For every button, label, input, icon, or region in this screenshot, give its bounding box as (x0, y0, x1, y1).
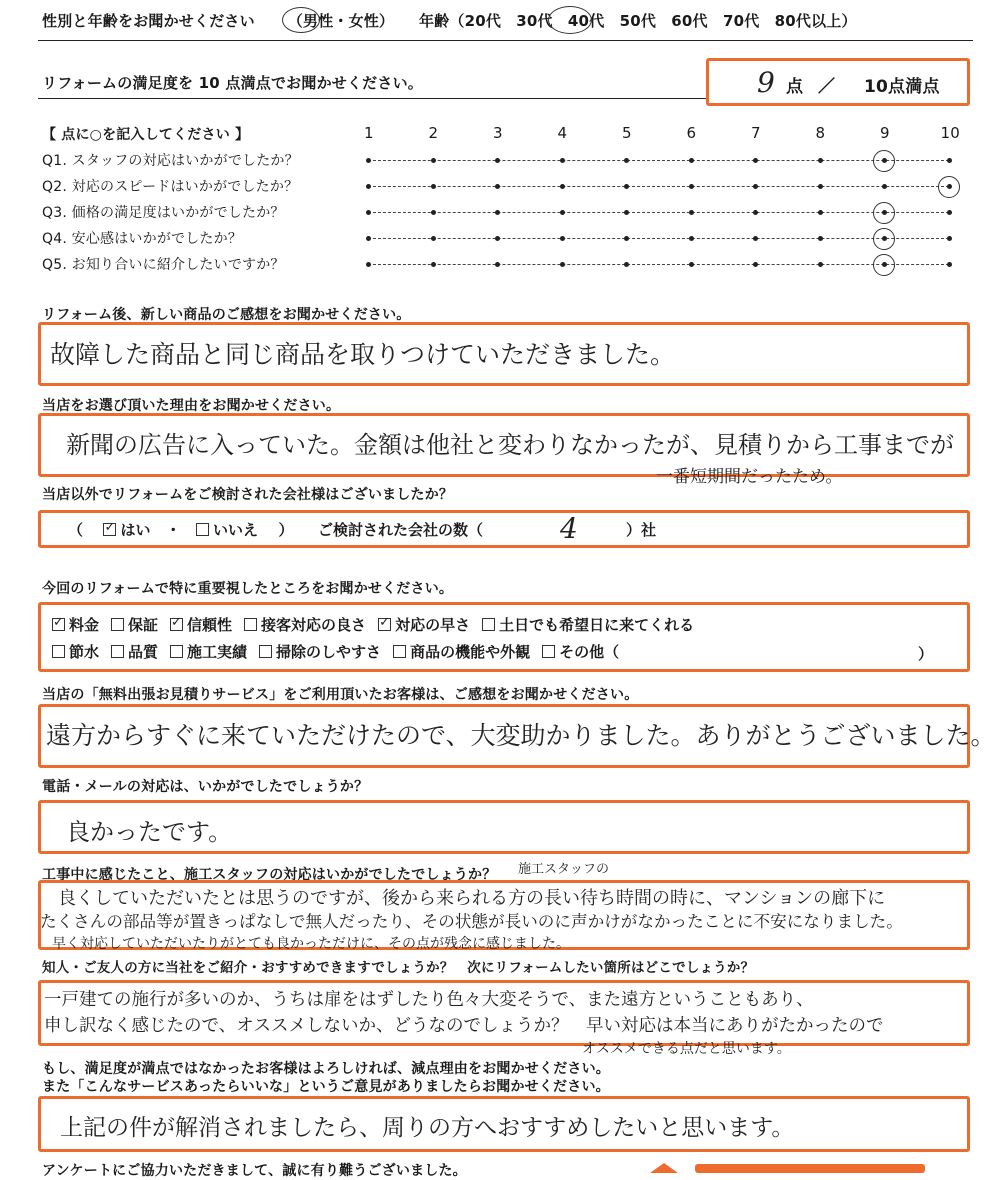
construction-note: 施工スタッフの (518, 862, 610, 877)
checkbox[interactable] (170, 618, 183, 631)
rating-point[interactable] (689, 210, 694, 215)
impression-label: リフォーム後、新しい商品のご感想をお聞かせください。 (42, 307, 411, 323)
rating-question-label: Q2. 対応のスピードはいかがでしたか？ (42, 179, 299, 195)
scale-number: 10 (940, 124, 960, 142)
other-paren-close: ） (918, 645, 934, 663)
rating-point[interactable] (818, 262, 823, 267)
priority-option-label: 土日でも希望日に来てくれる (499, 616, 695, 634)
estimate-service-answer: 遠方からすぐに来ていただけたので、大変助かりました。ありがとうございました。 (46, 721, 996, 750)
checkbox[interactable] (244, 618, 257, 631)
satisfaction-label: リフォームの満足度を 10 点満点でお聞かせください。 (42, 74, 423, 92)
rating-point[interactable] (947, 236, 952, 241)
paren-close: ） (278, 521, 294, 539)
priorities-row-2 (52, 641, 631, 662)
rating-point[interactable] (495, 184, 500, 189)
brand-logo (640, 1158, 940, 1170)
recommend-line1: 一戸建ての施行が多いのか、うちは扉をはずしたり色々大変そうで、また遠方ということもあり、 (44, 990, 814, 1010)
checkbox[interactable] (52, 645, 65, 658)
rating-point[interactable] (495, 262, 500, 267)
company-count-label: ご検討された会社の数（ (318, 521, 484, 539)
rating-point[interactable] (560, 210, 565, 215)
no-checkbox[interactable] (196, 523, 209, 536)
yes-checkbox[interactable] (103, 523, 116, 536)
rating-scale-line (368, 160, 949, 161)
rating-point[interactable] (624, 158, 629, 163)
checkbox[interactable] (170, 645, 183, 658)
rating-point[interactable] (366, 184, 371, 189)
scale-number: 9 (880, 124, 890, 142)
priority-option-label: その他（ (559, 643, 620, 661)
rating-point[interactable] (818, 184, 823, 189)
rating-question-label: Q3. 価格の満足度はいかがでしたか？ (42, 205, 285, 221)
rating-selection-circle (873, 150, 895, 172)
scale-number: 6 (686, 124, 697, 142)
rating-point[interactable] (818, 158, 823, 163)
priority-option-label: 施工実績 (187, 643, 248, 661)
priority-option-label: 信頼性 (187, 616, 233, 634)
rating-question-label: Q4. 安心感はいかがでしたか？ (42, 231, 243, 247)
priorities-row-1 (52, 614, 706, 635)
rating-point[interactable] (689, 158, 694, 163)
logo-icon (640, 1161, 940, 1173)
rating-point[interactable] (818, 236, 823, 241)
priorities-label: 今回のリフォームで特に重要視したところをお聞かせください。 (42, 581, 454, 597)
priority-option-label: 掃除のしやすさ (276, 643, 382, 661)
rating-question-label: Q1. スタッフの対応はいかがでしたか？ (42, 153, 299, 169)
rating-instruction: 【 点に○を記入してください 】 (42, 127, 250, 143)
priority-option[interactable] (170, 616, 232, 634)
other-companies-row (68, 519, 293, 540)
rating-selection-circle (873, 254, 895, 276)
rating-point[interactable] (431, 210, 436, 215)
priority-option-label: 料金 (69, 616, 100, 634)
gender-circle-mark (282, 7, 320, 33)
recommend-line3: オススメできる点だと思います。 (582, 1041, 791, 1057)
rating-point[interactable] (560, 236, 565, 241)
rating-point[interactable] (366, 210, 371, 215)
rating-point[interactable] (753, 262, 758, 267)
priority-option-label: 節水 (69, 643, 100, 661)
improvement-label-1: もし、満足度が満点ではなかったお客様はよろしければ、減点理由をお聞かせください。 (42, 1061, 610, 1077)
rating-scale-line (368, 264, 949, 265)
separator: ・ (165, 521, 181, 539)
impression-answer: 故障した商品と同じ商品を取りつけていただきました。 (50, 340, 676, 369)
reason-answer-line2: 一番短期間だったため。 (656, 467, 843, 487)
age-circle-mark (548, 6, 592, 34)
checkbox[interactable] (378, 618, 391, 631)
rating-scale-line (368, 238, 949, 239)
construction-label: 工事中に感じたこと、施工スタッフの対応はいかがでしたでしょうか？ (42, 867, 497, 883)
no-label: いいえ (212, 521, 258, 539)
checkbox[interactable] (111, 645, 124, 658)
scale-number: 3 (493, 124, 503, 142)
rating-point[interactable] (495, 158, 500, 163)
rating-point[interactable] (560, 158, 565, 163)
rating-point[interactable] (560, 262, 565, 267)
rating-point[interactable] (495, 210, 500, 215)
rating-point[interactable] (689, 262, 694, 267)
gender-age-row (42, 10, 857, 31)
recommend-label: 知人・ご友人の方に当社をご紹介・おすすめできますでしょうか？ 次にリフォームしたい箇所はどこでしょうか？ (42, 960, 755, 976)
rating-point[interactable] (753, 236, 758, 241)
rating-point[interactable] (882, 184, 887, 189)
gender-age-label: 性別と年齢をお聞かせください (42, 12, 255, 30)
scale-number: 4 (557, 124, 568, 142)
rating-point[interactable] (818, 210, 823, 215)
rating-point[interactable] (495, 236, 500, 241)
phone-mail-answer: 良かったです。 (66, 818, 233, 846)
rating-point[interactable] (624, 236, 629, 241)
priority-option[interactable] (259, 643, 381, 661)
rating-point[interactable] (947, 158, 952, 163)
reason-label: 当店をお選び頂いた理由をお聞かせください。 (42, 398, 341, 414)
rating-point[interactable] (624, 262, 629, 267)
rating-point[interactable] (560, 184, 565, 189)
rating-point[interactable] (753, 210, 758, 215)
scale-number: 2 (428, 124, 439, 142)
estimate-service-label: 当店の「無料出張お見積りサービス」をご利用頂いたお客様は、ご感想をお聞かせください。 (42, 687, 639, 703)
rating-point[interactable] (366, 236, 371, 241)
priority-option-label: 対応の早さ (395, 616, 471, 634)
rating-point[interactable] (947, 210, 952, 215)
priority-option[interactable] (244, 616, 366, 634)
improvement-answer: 上記の件が解消されましたら、周りの方へおすすめしたいと思います。 (60, 1115, 795, 1141)
score-unit: 点 (786, 77, 804, 97)
rating-point[interactable] (431, 262, 436, 267)
other-companies-label: 当店以外でリフォームをご検討された会社様はございましたか？ (42, 487, 454, 503)
construction-line2: たくさんの部品等が置きっぱなしで無人だったり、その状態が長いのに声かけがなかったことに不安になりました。 (40, 912, 903, 931)
company-count-value: 4 (560, 512, 578, 545)
checkbox[interactable] (111, 618, 124, 631)
scale-number: 5 (622, 124, 632, 142)
checkbox[interactable] (52, 618, 65, 631)
priority-option-label: 商品の機能や外観 (410, 643, 531, 661)
checkbox[interactable] (259, 645, 272, 658)
score-value: 9 (757, 66, 775, 99)
company-count-suffix: ）社 (626, 521, 657, 539)
recommend-line2: 申し訳なく感じたので、オススメしないか、どうなのでしょうか？ 早い対応は本当にありがたかったので (44, 1016, 884, 1036)
priority-option-label: 保証 (128, 616, 159, 634)
rating-selection-circle (873, 202, 895, 224)
priority-option[interactable] (170, 643, 247, 661)
rating-point[interactable] (624, 210, 629, 215)
scale-number: 7 (751, 124, 761, 142)
checkbox[interactable] (393, 645, 406, 658)
priority-option[interactable] (52, 616, 99, 634)
reason-answer-line1: 新聞の広告に入っていた。金額は他社と変わりなかったが、見積りから工事までが (66, 431, 954, 459)
priority-option-label: 品質 (128, 643, 159, 661)
divider (38, 98, 706, 99)
rating-point[interactable] (753, 184, 758, 189)
rating-point[interactable] (624, 184, 629, 189)
rating-point[interactable] (431, 158, 436, 163)
rating-selection-circle (938, 176, 960, 198)
construction-line3: 早く対応していただいたりがとても良かっただけに、その点が残念に感じました。 (52, 936, 570, 952)
checkbox[interactable] (542, 645, 555, 658)
paren-open: （ (68, 521, 84, 539)
priority-option[interactable] (111, 643, 158, 661)
priority-option[interactable] (482, 616, 694, 634)
rating-selection-circle (873, 228, 895, 250)
priority-option[interactable] (393, 643, 530, 661)
rating-scale-line (368, 186, 949, 187)
rating-point[interactable] (689, 184, 694, 189)
rating-point[interactable] (366, 262, 371, 267)
scale-number: 8 (815, 124, 826, 142)
gender-options: （男性・女性） (287, 12, 395, 30)
divider (38, 40, 973, 41)
footer-thanks: アンケートにご協力いただきまして、誠に有り難うございました。 (42, 1163, 467, 1179)
improvement-label-2: また「こんなサービスあったらいいな」というご意見がありましたらお聞かせください。 (42, 1079, 610, 1095)
priority-option[interactable] (52, 643, 99, 661)
priority-option-label: 接客対応の良さ (261, 616, 367, 634)
rating-point[interactable] (947, 262, 952, 267)
construction-line1: 良くしていただいたとは思うのですが、後から来られる方の長い待ち時間の時に、マンションの廊下に (58, 888, 886, 909)
yes-label: はい (120, 521, 151, 539)
scale-number: 1 (364, 124, 374, 142)
rating-point[interactable] (753, 158, 758, 163)
score-slash: ／ (818, 77, 836, 97)
rating-question-label: Q5. お知り合いに紹介したいですか？ (42, 257, 285, 273)
rating-point[interactable] (366, 158, 371, 163)
rating-point[interactable] (431, 236, 436, 241)
priority-option[interactable] (542, 643, 619, 661)
rating-point[interactable] (689, 236, 694, 241)
priority-option[interactable] (378, 616, 470, 634)
age-options: 年齢（20代 30代 40代 50代 60代 70代 80代以上） (418, 12, 857, 30)
phone-mail-label: 電話・メールの対応は、いかがでしたでしょうか？ (42, 779, 369, 795)
checkbox[interactable] (482, 618, 495, 631)
score-max: 10点満点 (864, 77, 940, 97)
rating-point[interactable] (431, 184, 436, 189)
priority-option[interactable] (111, 616, 158, 634)
rating-scale-line (368, 212, 949, 213)
